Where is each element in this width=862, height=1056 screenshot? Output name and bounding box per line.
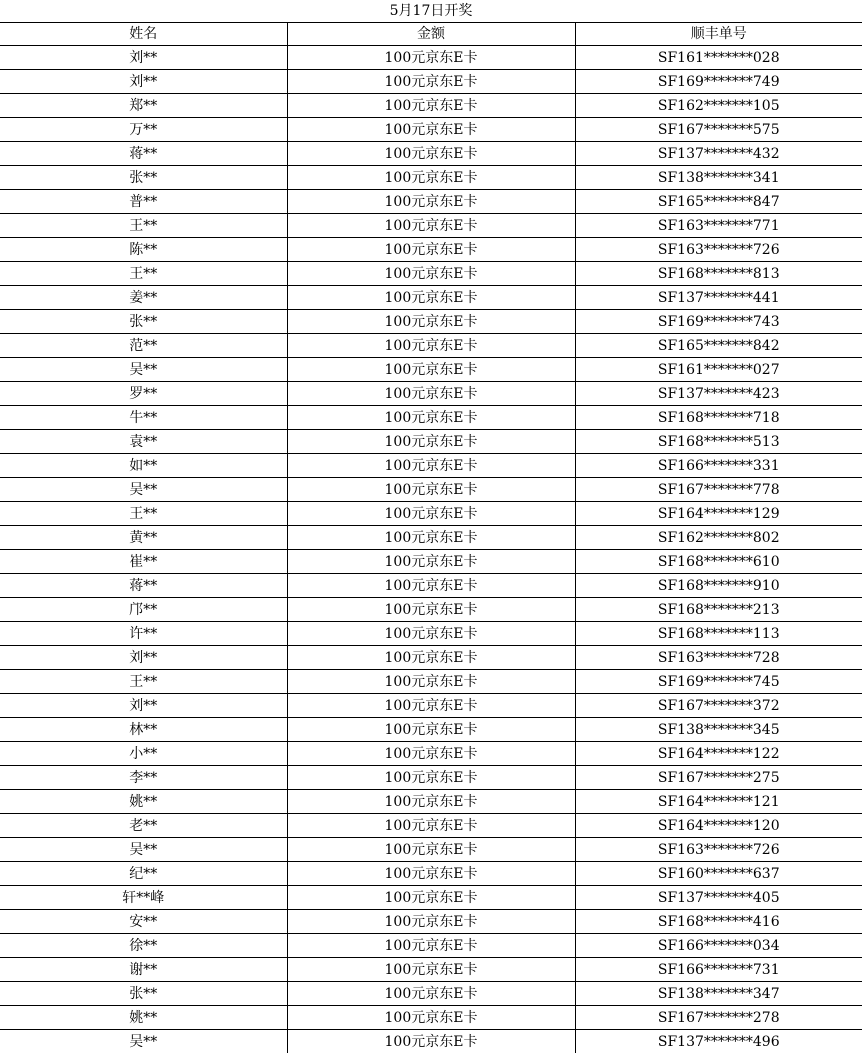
prize-amount-cell: 100元京东E卡: [287, 646, 575, 670]
prize-amount-cell: 100元京东E卡: [287, 814, 575, 838]
winner-name-cell: 吴**: [0, 838, 287, 862]
tracking-number-cell: SF167*******275: [575, 766, 862, 790]
winner-name-cell: 林**: [0, 718, 287, 742]
tracking-number-cell: SF160*******637: [575, 862, 862, 886]
tracking-number-cell: SF167*******778: [575, 478, 862, 502]
prize-amount-cell: 100元京东E卡: [287, 1006, 575, 1030]
tracking-number-cell: SF163*******726: [575, 238, 862, 262]
tracking-number-cell: SF168*******718: [575, 406, 862, 430]
prize-amount-cell: 100元京东E卡: [287, 382, 575, 406]
prize-amount-cell: 100元京东E卡: [287, 526, 575, 550]
prize-amount-cell: 100元京东E卡: [287, 670, 575, 694]
winner-name-cell: 王**: [0, 670, 287, 694]
winner-name-cell: 黄**: [0, 526, 287, 550]
table-body: [0, 46, 862, 1054]
table-row: [0, 46, 862, 70]
table-row: [0, 622, 862, 646]
tracking-number-cell: SF168*******113: [575, 622, 862, 646]
prize-amount-cell: 100元京东E卡: [287, 46, 575, 70]
winner-name-cell: 刘**: [0, 646, 287, 670]
tracking-number-cell: SF138*******341: [575, 166, 862, 190]
tracking-number-cell: SF163*******728: [575, 646, 862, 670]
winner-name-cell: 王**: [0, 262, 287, 286]
winner-name-cell: 纪**: [0, 862, 287, 886]
winner-name-cell: 徐**: [0, 934, 287, 958]
prize-amount-cell: 100元京东E卡: [287, 166, 575, 190]
tracking-number-cell: SF164*******122: [575, 742, 862, 766]
table-row: [0, 94, 862, 118]
tracking-number-cell: SF168*******513: [575, 430, 862, 454]
table-row: [0, 934, 862, 958]
winner-name-cell: 范**: [0, 334, 287, 358]
table-row: [0, 262, 862, 286]
winner-name-cell: 袁**: [0, 430, 287, 454]
tracking-number-cell: SF161*******027: [575, 358, 862, 382]
table-row: [0, 190, 862, 214]
table-row: [0, 1006, 862, 1030]
tracking-number-cell: SF169*******749: [575, 70, 862, 94]
table-row: [0, 358, 862, 382]
tracking-number-cell: SF165*******847: [575, 190, 862, 214]
winner-name-cell: 罗**: [0, 382, 287, 406]
tracking-number-cell: SF168*******610: [575, 550, 862, 574]
table-row: [0, 742, 862, 766]
prize-amount-cell: 100元京东E卡: [287, 574, 575, 598]
prize-amount-cell: 100元京东E卡: [287, 430, 575, 454]
prize-amount-cell: 100元京东E卡: [287, 550, 575, 574]
table-row: [0, 382, 862, 406]
tracking-number-cell: SF137*******405: [575, 886, 862, 910]
table-row: [0, 550, 862, 574]
winner-name-cell: 刘**: [0, 46, 287, 70]
column-header-tracking: 顺丰单号: [575, 23, 862, 46]
winner-name-cell: 邝**: [0, 598, 287, 622]
winner-name-cell: 姚**: [0, 1006, 287, 1030]
tracking-number-cell: SF167*******278: [575, 1006, 862, 1030]
tracking-number-cell: SF169*******745: [575, 670, 862, 694]
tracking-number-cell: SF163*******726: [575, 838, 862, 862]
table-row: [0, 478, 862, 502]
winner-name-cell: 轩**峰: [0, 886, 287, 910]
winner-name-cell: 姚**: [0, 790, 287, 814]
tracking-number-cell: SF162*******105: [575, 94, 862, 118]
table-row: [0, 526, 862, 550]
winner-name-cell: 吴**: [0, 1030, 287, 1054]
table-row: [0, 790, 862, 814]
table-row: [0, 70, 862, 94]
table-row: [0, 982, 862, 1006]
table-row: [0, 718, 862, 742]
tracking-number-cell: SF166*******731: [575, 958, 862, 982]
prize-amount-cell: 100元京东E卡: [287, 142, 575, 166]
prize-amount-cell: 100元京东E卡: [287, 598, 575, 622]
winner-name-cell: 蒋**: [0, 142, 287, 166]
prize-amount-cell: 100元京东E卡: [287, 334, 575, 358]
prize-amount-cell: 100元京东E卡: [287, 742, 575, 766]
column-header-name: 姓名: [0, 23, 287, 46]
table-row: [0, 214, 862, 238]
prize-amount-cell: 100元京东E卡: [287, 886, 575, 910]
prize-amount-cell: 100元京东E卡: [287, 694, 575, 718]
prize-amount-cell: 100元京东E卡: [287, 94, 575, 118]
sheet-title: 5月17日开奖: [389, 3, 473, 19]
prize-amount-cell: 100元京东E卡: [287, 502, 575, 526]
table-row: [0, 694, 862, 718]
table-row: [0, 142, 862, 166]
prize-amount-cell: 100元京东E卡: [287, 214, 575, 238]
tracking-number-cell: SF137*******423: [575, 382, 862, 406]
table-row: [0, 862, 862, 886]
prize-amount-cell: 100元京东E卡: [287, 70, 575, 94]
tracking-number-cell: SF164*******129: [575, 502, 862, 526]
tracking-number-cell: SF138*******347: [575, 982, 862, 1006]
table-row: [0, 310, 862, 334]
winner-name-cell: 普**: [0, 190, 287, 214]
winner-name-cell: 谢**: [0, 958, 287, 982]
table-row: [0, 574, 862, 598]
tracking-number-cell: SF164*******120: [575, 814, 862, 838]
tracking-number-cell: SF168*******813: [575, 262, 862, 286]
prize-amount-cell: 100元京东E卡: [287, 910, 575, 934]
tracking-number-cell: SF167*******575: [575, 118, 862, 142]
tracking-number-cell: SF161*******028: [575, 46, 862, 70]
table-row: [0, 430, 862, 454]
tracking-number-cell: SF137*******496: [575, 1030, 862, 1054]
header-row: [0, 23, 862, 46]
tracking-number-cell: SF165*******842: [575, 334, 862, 358]
winner-name-cell: 姜**: [0, 286, 287, 310]
prize-amount-cell: 100元京东E卡: [287, 766, 575, 790]
prize-amount-cell: 100元京东E卡: [287, 1030, 575, 1054]
prize-amount-cell: 100元京东E卡: [287, 958, 575, 982]
winner-name-cell: 许**: [0, 622, 287, 646]
table-header: [0, 23, 862, 46]
tracking-number-cell: SF164*******121: [575, 790, 862, 814]
winner-name-cell: 牛**: [0, 406, 287, 430]
prize-amount-cell: 100元京东E卡: [287, 862, 575, 886]
winner-name-cell: 张**: [0, 166, 287, 190]
winner-name-cell: 张**: [0, 982, 287, 1006]
winner-name-cell: 万**: [0, 118, 287, 142]
winner-name-cell: 郑**: [0, 94, 287, 118]
winner-name-cell: 陈**: [0, 238, 287, 262]
winner-name-cell: 李**: [0, 766, 287, 790]
tracking-number-cell: SF166*******034: [575, 934, 862, 958]
prize-amount-cell: 100元京东E卡: [287, 454, 575, 478]
prize-amount-cell: 100元京东E卡: [287, 790, 575, 814]
prize-amount-cell: 100元京东E卡: [287, 286, 575, 310]
table-row: [0, 1030, 862, 1054]
prize-amount-cell: 100元京东E卡: [287, 838, 575, 862]
tracking-number-cell: SF169*******743: [575, 310, 862, 334]
prize-amount-cell: 100元京东E卡: [287, 406, 575, 430]
table-row: [0, 454, 862, 478]
winner-name-cell: 王**: [0, 502, 287, 526]
winner-name-cell: 吴**: [0, 478, 287, 502]
tracking-number-cell: SF162*******802: [575, 526, 862, 550]
table-row: [0, 886, 862, 910]
winner-name-cell: 刘**: [0, 694, 287, 718]
table-row: [0, 406, 862, 430]
winner-name-cell: 蒋**: [0, 574, 287, 598]
tracking-number-cell: SF137*******432: [575, 142, 862, 166]
tracking-number-cell: SF166*******331: [575, 454, 862, 478]
winner-name-cell: 刘**: [0, 70, 287, 94]
table-row: [0, 238, 862, 262]
winner-name-cell: 如**: [0, 454, 287, 478]
prize-amount-cell: 100元京东E卡: [287, 262, 575, 286]
winner-name-cell: 吴**: [0, 358, 287, 382]
table-row: [0, 598, 862, 622]
prize-amount-cell: 100元京东E卡: [287, 358, 575, 382]
winner-name-cell: 张**: [0, 310, 287, 334]
tracking-number-cell: SF138*******345: [575, 718, 862, 742]
table-row: [0, 910, 862, 934]
prize-amount-cell: 100元京东E卡: [287, 190, 575, 214]
table-row: [0, 814, 862, 838]
winner-name-cell: 崔**: [0, 550, 287, 574]
table-row: [0, 118, 862, 142]
table-row: [0, 958, 862, 982]
winner-name-cell: 小**: [0, 742, 287, 766]
prize-amount-cell: 100元京东E卡: [287, 118, 575, 142]
table-row: [0, 838, 862, 862]
winner-name-cell: 安**: [0, 910, 287, 934]
prize-amount-cell: 100元京东E卡: [287, 934, 575, 958]
tracking-number-cell: SF167*******372: [575, 694, 862, 718]
table-row: [0, 334, 862, 358]
winner-name-cell: 王**: [0, 214, 287, 238]
prize-amount-cell: 100元京东E卡: [287, 982, 575, 1006]
winners-table: [0, 22, 862, 1053]
tracking-number-cell: SF163*******771: [575, 214, 862, 238]
prize-amount-cell: 100元京东E卡: [287, 310, 575, 334]
table-row: [0, 286, 862, 310]
table-row: [0, 646, 862, 670]
table-row: [0, 670, 862, 694]
table-row: [0, 502, 862, 526]
prize-amount-cell: 100元京东E卡: [287, 478, 575, 502]
column-header-amount: 金额: [287, 23, 575, 46]
tracking-number-cell: SF137*******441: [575, 286, 862, 310]
prize-amount-cell: 100元京东E卡: [287, 622, 575, 646]
prize-amount-cell: 100元京东E卡: [287, 718, 575, 742]
table-row: [0, 766, 862, 790]
tracking-number-cell: SF168*******213: [575, 598, 862, 622]
table-row: [0, 166, 862, 190]
winner-name-cell: 老**: [0, 814, 287, 838]
prize-amount-cell: 100元京东E卡: [287, 238, 575, 262]
tracking-number-cell: SF168*******416: [575, 910, 862, 934]
tracking-number-cell: SF168*******910: [575, 574, 862, 598]
